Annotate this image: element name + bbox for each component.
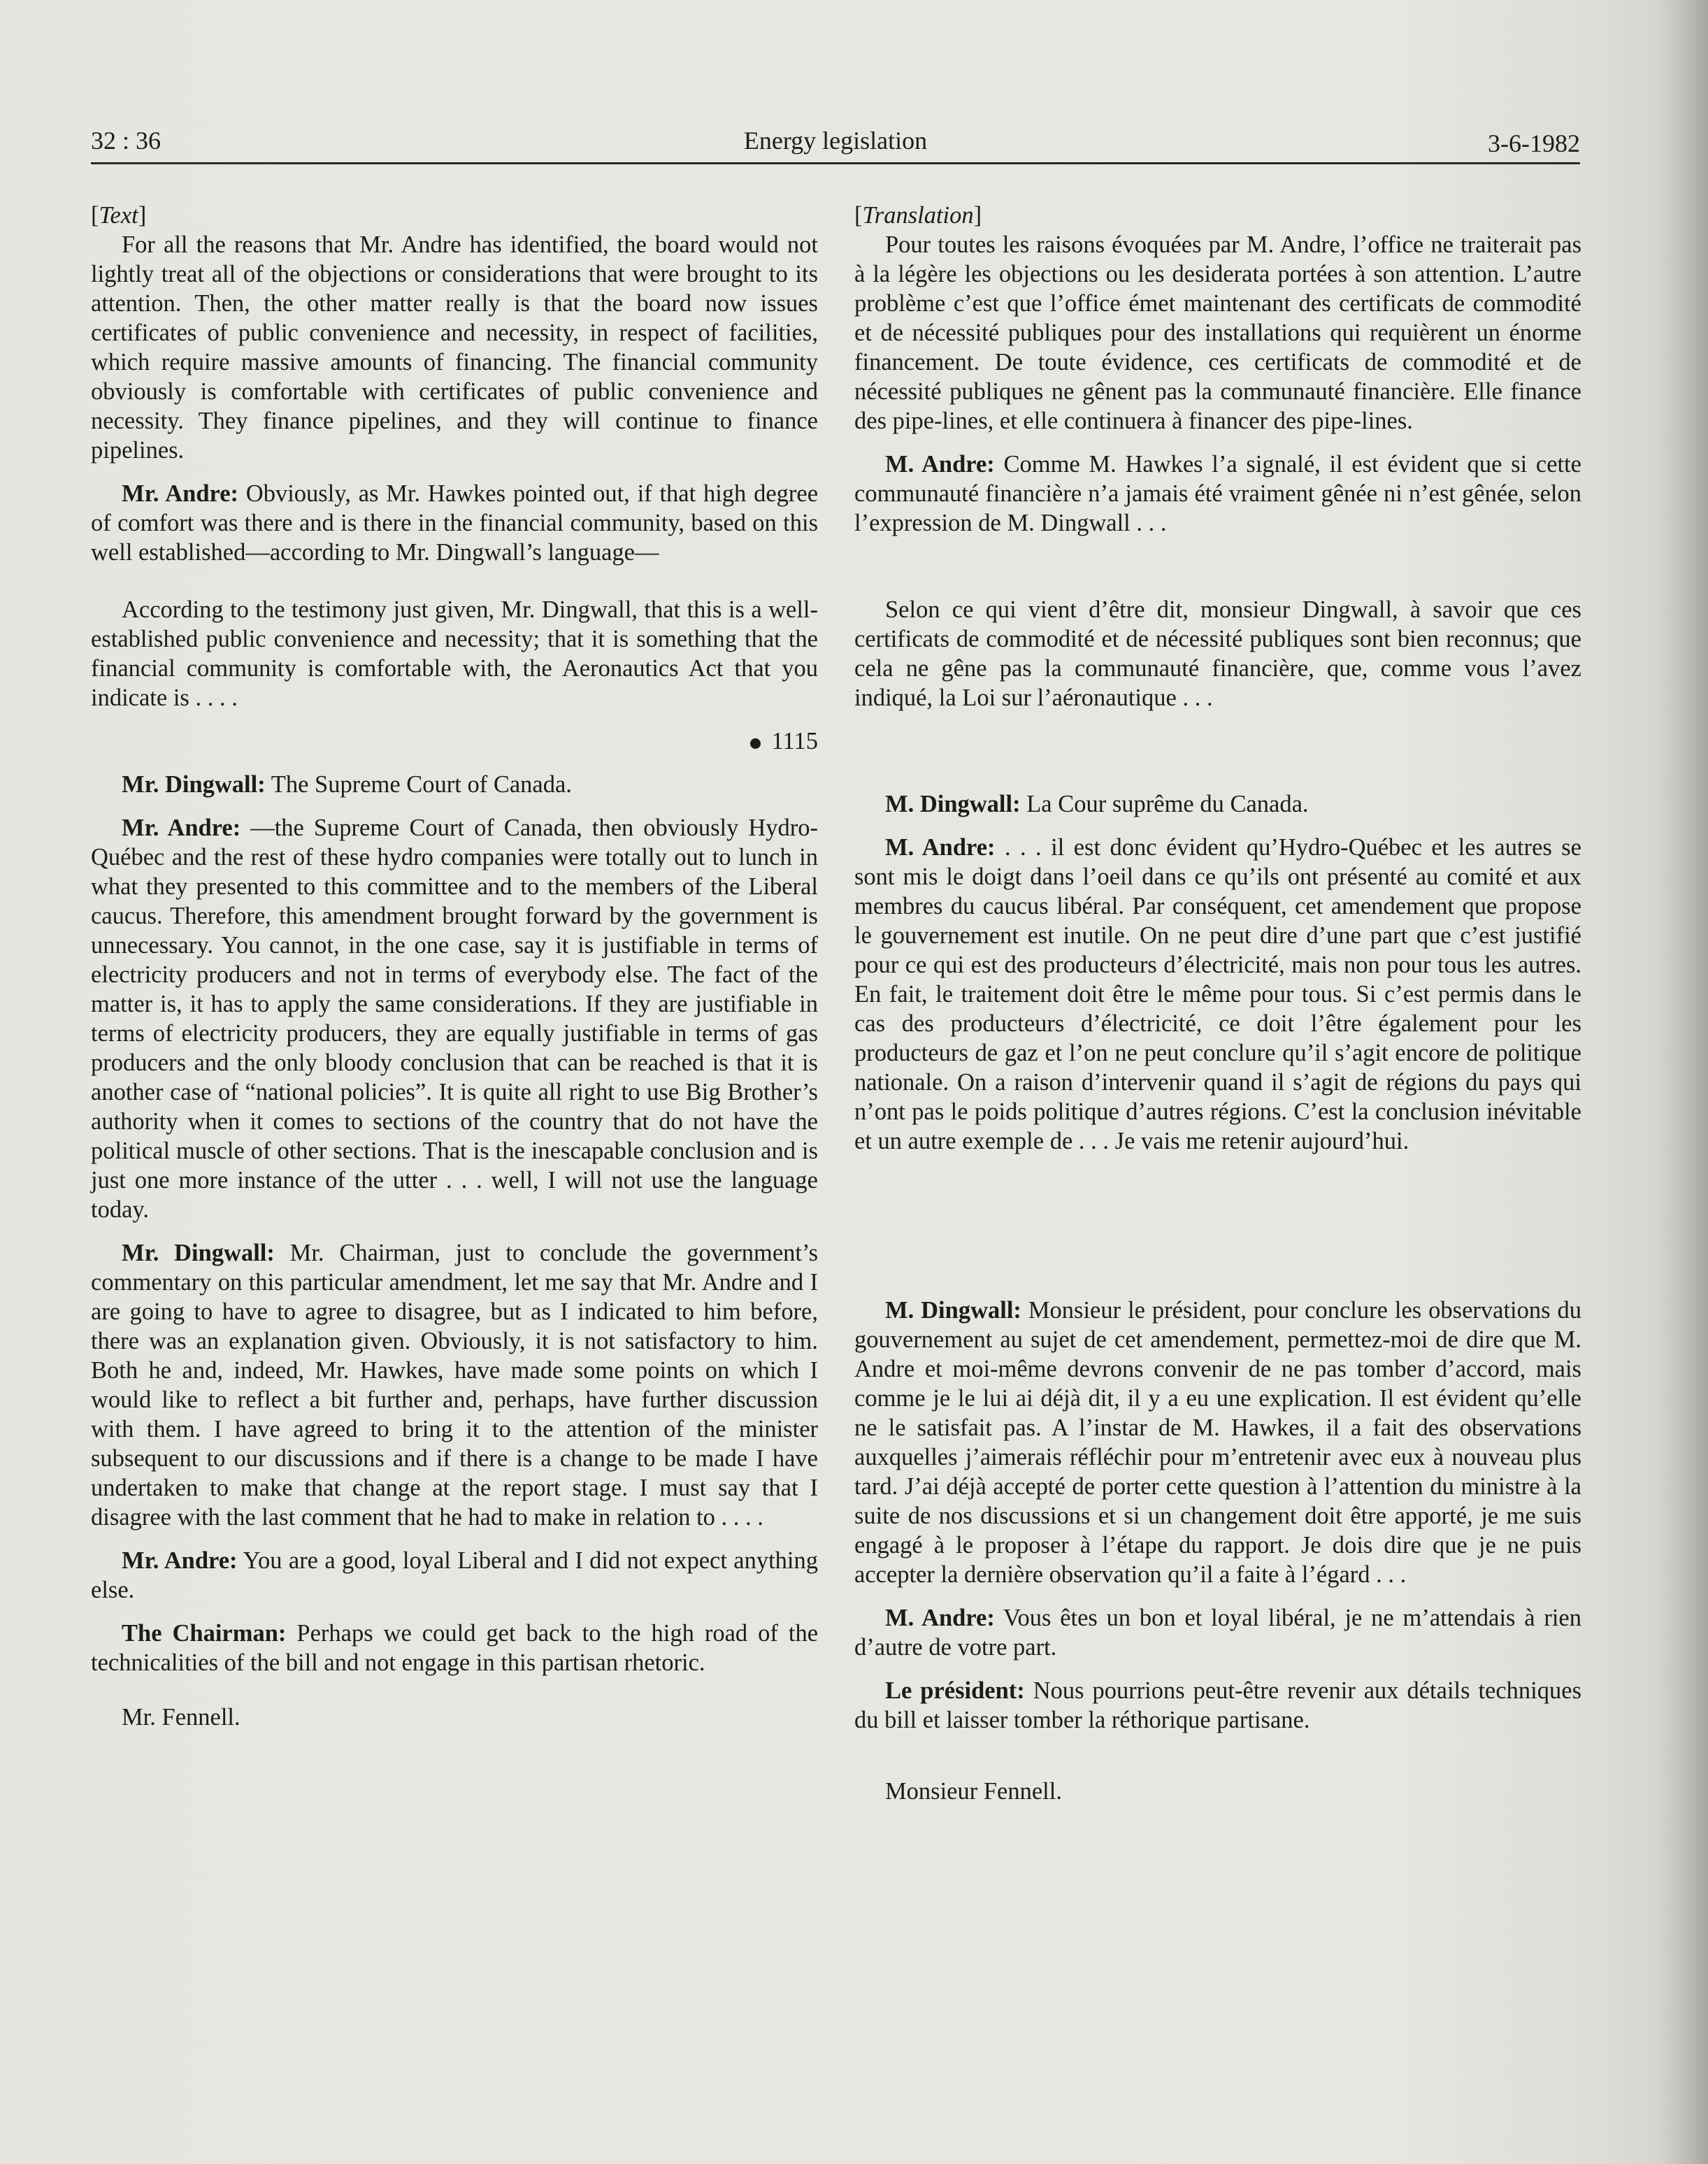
header-title: Energy legislation	[743, 127, 928, 155]
paragraph: Selon ce qui vient d’être dit, monsieur Dingwall, à savoir que ces certificats de commodité et de nécessité publiques sont bien reconnus; que cela ne gêne pas la communauté financière, que, comme vous l’avez indiqué, la Loi sur l’aéronautique . . .	[854, 596, 1581, 711]
header-date: 3-6-1982	[1488, 129, 1580, 157]
book-spine-shadow	[1659, 0, 1708, 2164]
column-label: [Translation]	[854, 202, 982, 229]
english-column	[91, 192, 818, 1746]
paragraph: According to the testimony just given, Mr. Dingwall, that this is a well-established public convenience and necessity; that it is something that the financial community is comfortable with, the Aeronautics Act that you indicate is . . . .	[91, 596, 818, 711]
speaker-name: M. Andre:	[885, 1605, 995, 1631]
paragraph: Le président: Nous pourrions peut-être revenir aux détails techniques du bill et laisser tomber la réthorique partisane.	[854, 1677, 1582, 1733]
speaker-name: M. Andre:	[885, 834, 996, 861]
paragraph: Mr. Andre: Obviously, as Mr. Hawkes pointed out, if that high degree of comfort was there and is there in the financial community, based on this well established—according to Mr. Dingwall’s language—	[91, 480, 819, 566]
speaker-name: Mr. Andre:	[122, 815, 241, 841]
paragraph: Pour toutes les raisons évoquées par M. Andre, l’office ne traiterait pas à la légère les objections ou les desiderata portées à son attention. L’autre problème c’est que l’office émet maintenant des certificats de commodité et de nécessité publiques pour des installations qui requièrent un énorme financement. De toute évidence, ces certificats de commodité et de nécessité publiques ne gênent pas la communauté financière. Elle finance des pipe-lines, et elle continuera à financer des pipe-lines.	[854, 231, 1581, 434]
bullet-icon	[750, 738, 761, 749]
paragraph: Mr. Andre: You are a good, loyal Liberal and I did not expect anything else.	[91, 1547, 818, 1603]
speaker-name: M. Dingwall:	[885, 1297, 1021, 1324]
column-label: [Text]	[91, 202, 147, 229]
paragraph: M. Dingwall: La Cour suprême du Canada.	[885, 791, 1309, 817]
page-number: 32 : 36	[91, 127, 162, 155]
paragraph: For all the reasons that Mr. Andre has identified, the board would not lightly treat all of the objections or considerations that were brought to its attention. Then, the other matter really is that the board now issues certificates of public convenience and necessity, in respect of facilities, which require massive amounts of financing. The financial community obviously is comfortable with certificates of public convenience and necessity. They finance pipelines, and they will continue to finance pipelines.	[91, 231, 818, 464]
paragraph: Mr. Fennell.	[122, 1704, 241, 1731]
paragraph: Mr. Andre: —the Supreme Court of Canada, then obviously Hydro-Québec and the rest of these hydro companies were totally out to lunch in what they presented to this committee and to the members of the Liberal caucus. Therefore, this amendment brought forward by the government is unnecessary. You cannot, in the one case, say it is justifiable in terms of electricity producers and not in terms of everybody else. The fact of the matter is, it has to apply the same considerations. If they are justifiable in terms of electricity producers, they are equally justifiable in terms of gas producers and the only bloody conclusion that can be reached is that it is another case of “national policies”. It is quite all right to use Big Brother’s authority when it comes to sections of the country that do not have the political muscle of other sections. That is the inescapable conclusion and is just one more instance of the utter . . . well, I will not use the language today.	[91, 815, 819, 1223]
paragraph: M. Andre: Comme M. Hawkes l’a signalé, il est évident que si cette communauté financière n’a jamais été vraiment gênée ni n’est gênée, selon l’expression de M. Dingwall . . .	[854, 451, 1581, 536]
running-header	[91, 120, 1580, 164]
speaker-name: Le président:	[885, 1677, 1025, 1704]
time-marker: 1115	[91, 726, 818, 756]
speaker-name: The Chairman:	[122, 1620, 287, 1647]
speaker-name: M. Andre:	[885, 451, 995, 478]
paragraph: Monsieur Fennell.	[885, 1778, 1062, 1805]
paragraph: The Chairman: Perhaps we could get back to the high road of the technicalities of the bill and not engage in this partisan rhetoric.	[91, 1620, 819, 1676]
paragraph: M. Andre: . . . il est donc évident qu’Hydro-Québec et les autres se sont mis le doigt dans l’oeil dans ce qu’ils ont présenté au comité et aux membres du caucus libéral. Par conséquent, cet amendement que propose le gouvernement est inutile. On ne peut dire d’une part que c’est justifié pour ce qui est des producteurs d’électricité, mais non pour tous les autres. En fait, le traitement doit être le même pour tous. Si c’est permis dans le cas des producteurs d’électricité, ce doit l’être également pour les producteurs de gaz et l’on ne peut conclure qu’il s’agit encore de politique nationale. On a raison d’intervenir quand il s’agit de régions du pays qui n’ont pas le poids politique d’autres régions. C’est la conclusion inévitable et un autre exemple de . . . Je vais me retenir aujourd’hui.	[854, 834, 1581, 1154]
speaker-name: Mr. Dingwall:	[122, 1240, 275, 1266]
paragraph: Mr. Dingwall: Mr. Chairman, just to conclude the government’s commentary on this particular amendment, let me say that Mr. Andre and I are going to have to agree to disagree, but as I indicated to him before, there was an explanation given. Obviously, it is not satisfactory to him. Both he and, indeed, Mr. Hawkes, have made some points on which I would like to reflect a bit further and, perhaps, have further discussion with them. I have agreed to bring it to the attention of the minister subsequent to our discussions and if there is a change to be made I have undertaken to make that change at the report stage. I must say that I disagree with the last comment that he had to make in relation to . . . .	[91, 1240, 818, 1531]
french-column	[854, 192, 1581, 1820]
speaker-name: M. Dingwall:	[885, 791, 1021, 817]
speaker-name: Mr. Andre:	[122, 1547, 238, 1574]
paragraph: Mr. Dingwall: The Supreme Court of Canada.	[122, 771, 572, 798]
paragraph: M. Andre: Vous êtes un bon et loyal libéral, je ne m’attendais à rien d’autre de votre part.	[854, 1605, 1581, 1661]
speaker-name: Mr. Andre:	[122, 480, 238, 507]
speaker-name: Mr. Dingwall:	[122, 771, 266, 798]
paragraph: M. Dingwall: Monsieur le président, pour conclure les observations du gouvernement au sujet de cet amendement, permettez-moi de dire que M. Andre et moi-même devrons convenir de ne pas tomber d’accord, mais comme je le lui ai déjà dit, il y a eu une explication. Il est évident qu’elle ne le satisfait pas. A l’instar de M. Hawkes, il a fait des observations auxquelles j’aimerais réfléchir pour m’entretenir avec eux à nouveau plus tard. J’ai déjà accepté de porter cette question à l’attention du ministre à la suite de nos discussions et si un changement doit être apporté, je me suis engagé à le proposer à l’étape du rapport. Je dois dire que je ne puis accepter la dernière observation qu’il a faite à l’égard . . .	[854, 1297, 1582, 1588]
